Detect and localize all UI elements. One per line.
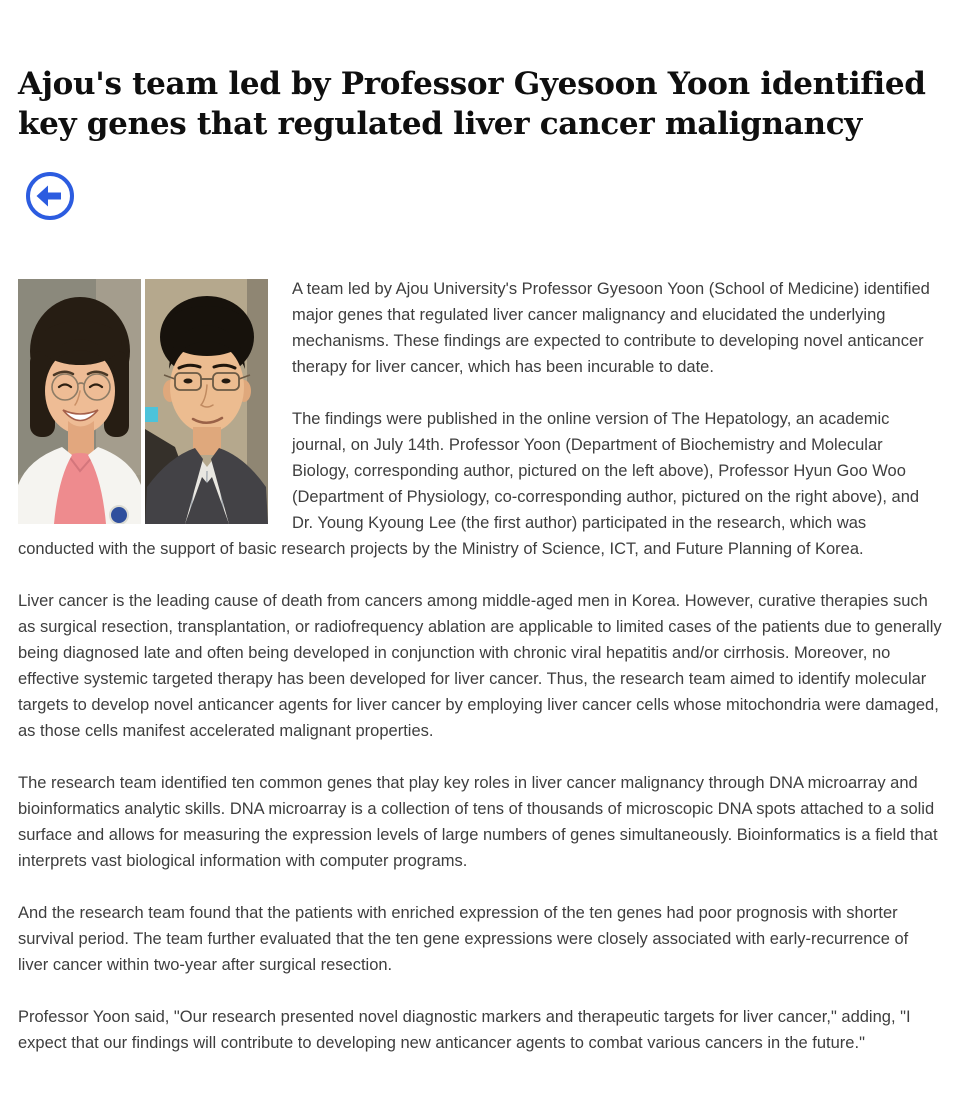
back-button[interactable] <box>24 170 76 222</box>
portrait-left <box>18 279 141 524</box>
article-paragraph: And the research team found that the patients with enriched expression of the ten genes had poor prognosis with shorter survival period. The team further evaluated that the ten gene expressions were closely associated with early-recurrence of liver cancer within two-year after surgical resection. <box>18 904 909 974</box>
page-title: Ajou's team led by Professor Gyesoon Yoon identified key genes that regulated liver cancer malignancy <box>18 66 926 142</box>
professors-photo <box>18 279 268 524</box>
article-body <box>18 276 942 1056</box>
back-arrow-icon <box>24 170 76 222</box>
article-paragraph: Professor Yoon said, "Our research presented novel diagnostic markers and therapeutic targets for liver cancer," adding, "I expect that our findings will contribute to developing new anticancer agents to combat various cancers in the future." <box>18 1008 911 1052</box>
article-paragraph: The findings were published in the online version of The Hepatology, an academic journal, on July 14th. Professor Yoon (Department of Biochemistry and Molecular Biology, corresponding author, pictured on the left above), Professor Hyun Goo Woo (Department of Physiology, co-corresponding author, pictured on the right above), and Dr. Young Kyoung Lee (the first author) participated in the research, which was conducted with the support of basic research projects by the Ministry of Science, ICT, and Future Planning of Korea. <box>18 410 920 558</box>
article-paragraph: A team led by Ajou University's Professor Gyesoon Yoon (School of Medicine) identified major genes that regulated liver cancer malignancy and elucidated the underlying mechanisms. These findings are expected to contribute to developing novel anticancer therapy for liver cancer, which has been incurable to date. <box>292 280 930 376</box>
article-paragraph: Liver cancer is the leading cause of death from cancers among middle-aged men in Korea. However, curative therapies such as surgical resection, transplantation, or radiofrequency ablation are applicable to limited cases of the patients due to generally being diagnosed late and often being developed in conjunction with chronic viral hepatitis and/or cirrhosis. Moreover, no effective systemic targeted therapy has been developed for liver cancer. Thus, the research team aimed to identify molecular targets to develop novel anticancer agents for liver cancer by employing liver cancer cells whose mitochondria were damaged, as those cells manifest accelerated malignant properties. <box>18 592 942 740</box>
portrait-right <box>145 279 268 524</box>
article-paragraph: The research team identified ten common genes that play key roles in liver cancer malignancy through DNA microarray and bioinformatics analytic skills. DNA microarray is a collection of tens of thousands of microscopic DNA spots attached to a solid surface and allows for measuring the expression levels of large numbers of genes simultaneously. Bioinformatics is a field that interprets vast biological information with computer programs. <box>18 774 938 870</box>
